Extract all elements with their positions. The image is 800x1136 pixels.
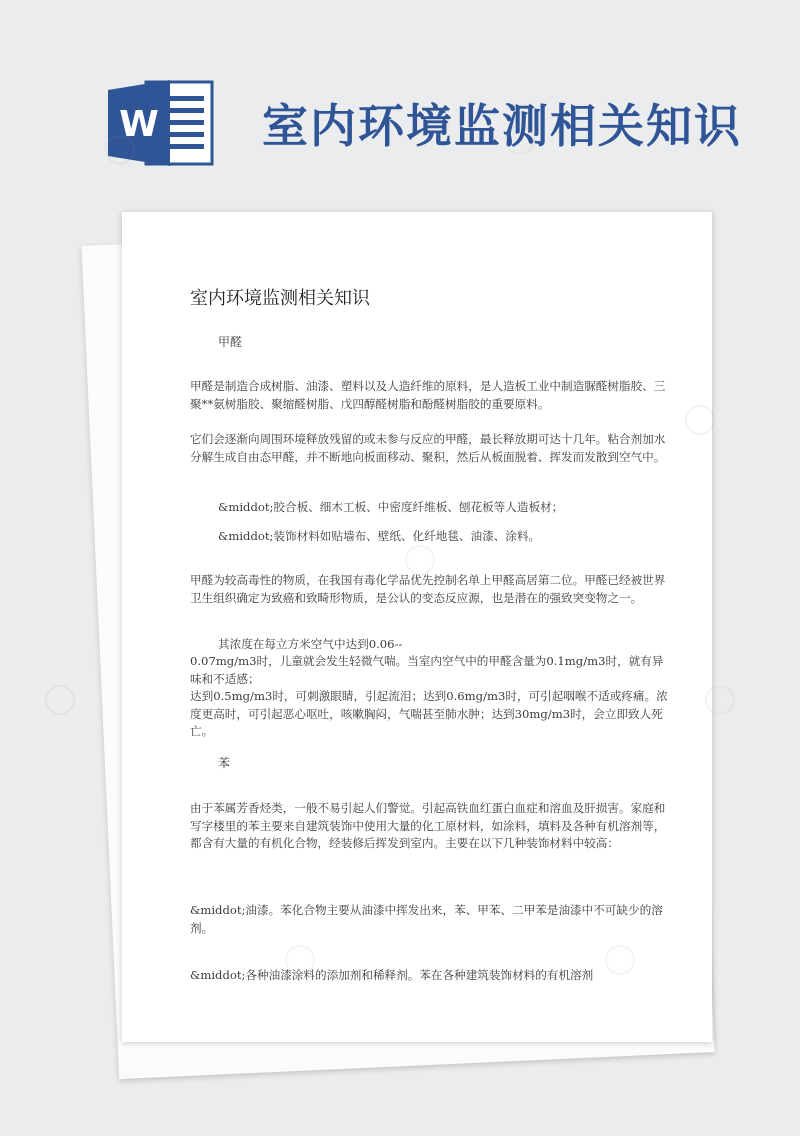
svg-text:W: W — [119, 104, 159, 145]
paragraph: 达到0.5mg/m3时，可刺激眼睛，引起流泪；达到0.6mg/m3时，可引起咽喉不适或疼痛。浓度更高时，可引起恶心呕吐，咳嗽胸闷，气喘甚至肺水肿；达到30mg/m3时，会立即致人死亡。 — [190, 689, 668, 738]
list-item: &middot;胶合板、细木工板、中密度纤维板、刨花板等人造板材； — [218, 500, 564, 514]
list-item: &middot;油漆。苯化合物主要从油漆中挥发出来，苯、甲苯、二甲苯是油漆中不可缺少的溶剂。 — [190, 903, 663, 935]
paragraph: 甲醛为较高毒性的物质，在我国有毒化学品优先控制名单上甲醛高居第二位。甲醛已经被世界卫生组织确定为致癌和致畸形物质，是公认的变态反应源，也是潜在的强致突变物之一。 — [190, 573, 666, 605]
word-document-icon — [106, 78, 216, 168]
section-heading-benzene: 苯 — [218, 756, 231, 770]
paragraph: 由于苯属芳香烃类，一般不易引起人们警觉。引起高铁血红蛋白血症和溶血及肝损害。家庭和写字楼里的苯主要来自建筑装饰中使用大量的化工原材料，如涂料，填料及各种有机溶剂等，都含有大量的有机化合物，经装修后挥发到室内。主要在以下几种装饰材料中较高： — [190, 801, 666, 850]
paragraph: 它们会逐渐向周围环境释放残留的或未参与反应的甲醛，最长释放期可达十几年。粘合剂加水分解生成自由态甲醛，并不断地向板面移动、聚积，然后从板面脱着、挥发而发散到空气中。 — [190, 432, 666, 464]
document-title: 室内环境监测相关知识 — [190, 288, 370, 309]
banner-header — [0, 0, 800, 200]
paragraph: 甲醛是制造合成树脂、油漆、塑料以及人造纤维的原料，是人造板工业中制造脲醛树脂胶、三聚**氨树脂胶、聚缩醛树脂、戊四醇醛树脂和酚醛树脂胶的重要原料。 — [190, 379, 666, 411]
paragraph: 其浓度在每立方米空气中达到0.06-- — [218, 637, 403, 651]
document-page — [122, 212, 712, 1042]
banner-title: 室内环境监测相关知识 — [262, 99, 742, 153]
paragraph: 0.07mg/m3时，儿童就会发生轻微气喘。当室内空气中的甲醛含量为0.1mg/m3时，就有异味和不适感； — [190, 654, 664, 686]
section-heading-formaldehyde: 甲醛 — [218, 335, 243, 349]
list-item: &middot;装饰材料如贴墙布、壁纸、化纤地毯、油漆、涂料。 — [218, 529, 541, 543]
list-item: &middot;各种油漆涂料的添加剂和稀释剂。苯在各种建筑装饰材料的有机溶剂 — [190, 968, 594, 982]
